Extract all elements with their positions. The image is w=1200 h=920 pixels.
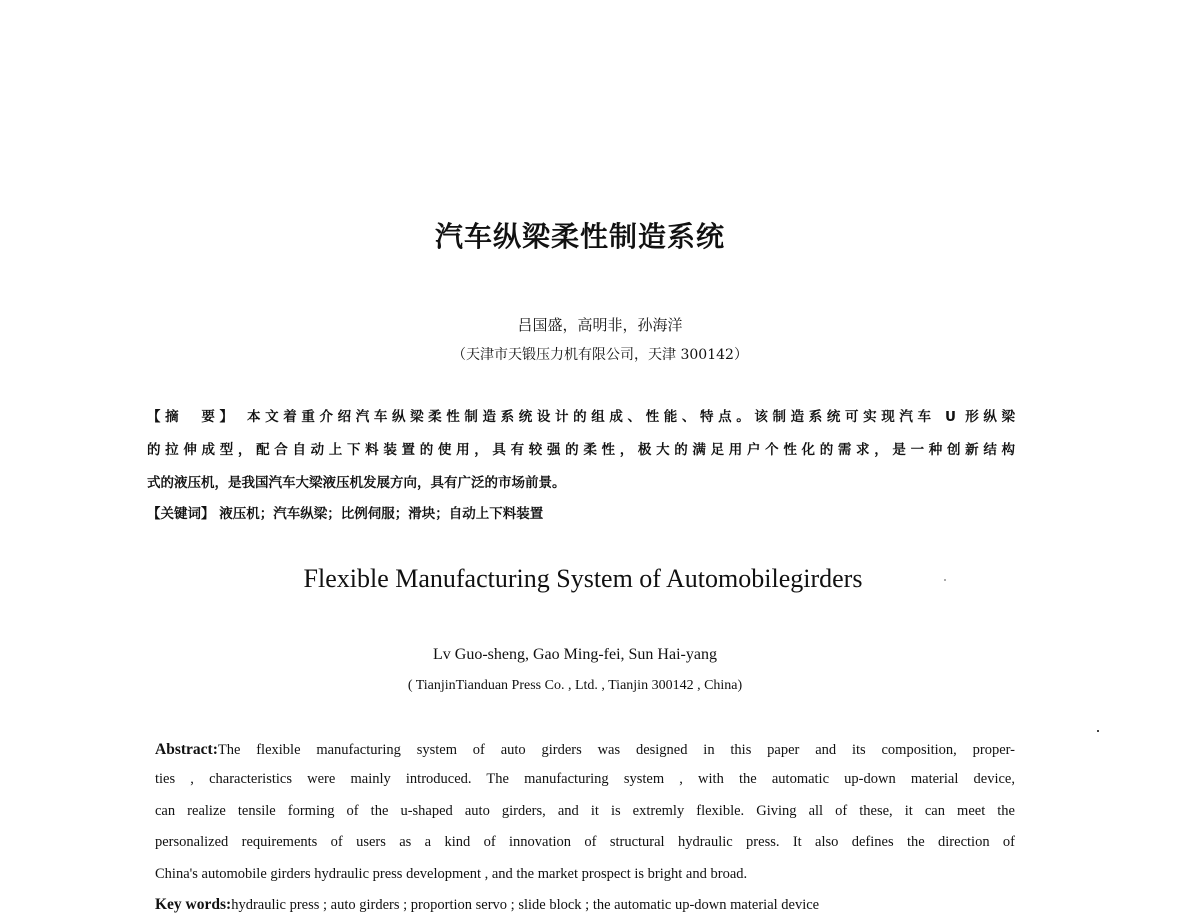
english-title: Flexible Manufacturing System of Automobilegirders <box>303 564 863 593</box>
scan-speck <box>944 579 946 581</box>
english-keywords: Key words:hydraulic press ; auto girders ; proportion servo ; slide block ; the automatic up-down material device <box>155 896 820 913</box>
chinese-authors: 吕国盛，高明非，孙海洋 <box>517 316 683 334</box>
english-abstract-label: Abstract <box>155 741 213 758</box>
english-abstract-line: personalized requirements of users as a kind of innovation of structural hydraulic press. It also defines the direction of <box>155 834 1015 850</box>
english-abstract-text: The flexible manufacturing system of auto girders was designed in this paper and its composition, proper- <box>217 742 1015 758</box>
chinese-abstract-label: 【摘 要】 <box>147 409 238 425</box>
chinese-abstract-text: 本文着重介绍汽车纵梁柔性制造系统设计的组成、性能、特点。该制造系统可实现汽车 U 形纵梁 <box>246 409 1015 425</box>
chinese-keywords-label: 【关键词】 <box>147 506 215 522</box>
english-abstract-line: Abstract:The flexible manufacturing system of auto girders was designed in this paper and its composition, proper- <box>155 741 1015 758</box>
english-abstract-line: ties , characteristics were mainly introduced. The manufacturing system , with the automatic up-down material device, <box>155 771 1015 787</box>
chinese-keywords-text: 液压机；汽车纵梁；比例伺服；滑块；自动上下料装置 <box>219 506 544 522</box>
chinese-abstract-line: 的拉伸成型，配合自动上下料装置的使用，具有较强的柔性，极大的满足用户个性化的需求，是一种创新结构 <box>147 442 1015 458</box>
scan-speck <box>1097 730 1099 732</box>
english-abstract-line: can realize tensile forming of the u-shaped auto girders, and it is extremly flexible. Giving all of these, it can meet the <box>155 803 1015 819</box>
english-abstract-line: China's automobile girders hydraulic press development , and the market prospect is bright and broad. <box>155 866 748 882</box>
english-keywords-label: Key words <box>155 896 227 913</box>
chinese-abstract-line: 式的液压机，是我国汽车大梁液压机发展方向，具有广泛的市场前景。 <box>147 475 566 491</box>
english-authors: Lv Guo-sheng, Gao Ming-fei, Sun Hai-yang <box>433 646 717 663</box>
chinese-affiliation: （天津市天锻压力机有限公司，天津 300142） <box>452 347 748 363</box>
chinese-title: 汽车纵梁柔性制造系统 <box>434 220 725 253</box>
chinese-keywords <box>147 502 1015 522</box>
english-affiliation: ( TianjinTianduan Press Co. , Ltd. , Tianjin 300142 , China) <box>407 678 743 693</box>
english-keywords-text: hydraulic press ; auto girders ; proportion servo ; slide block ; the automatic up-down material device <box>231 897 820 913</box>
chinese-abstract-line <box>147 405 1015 425</box>
